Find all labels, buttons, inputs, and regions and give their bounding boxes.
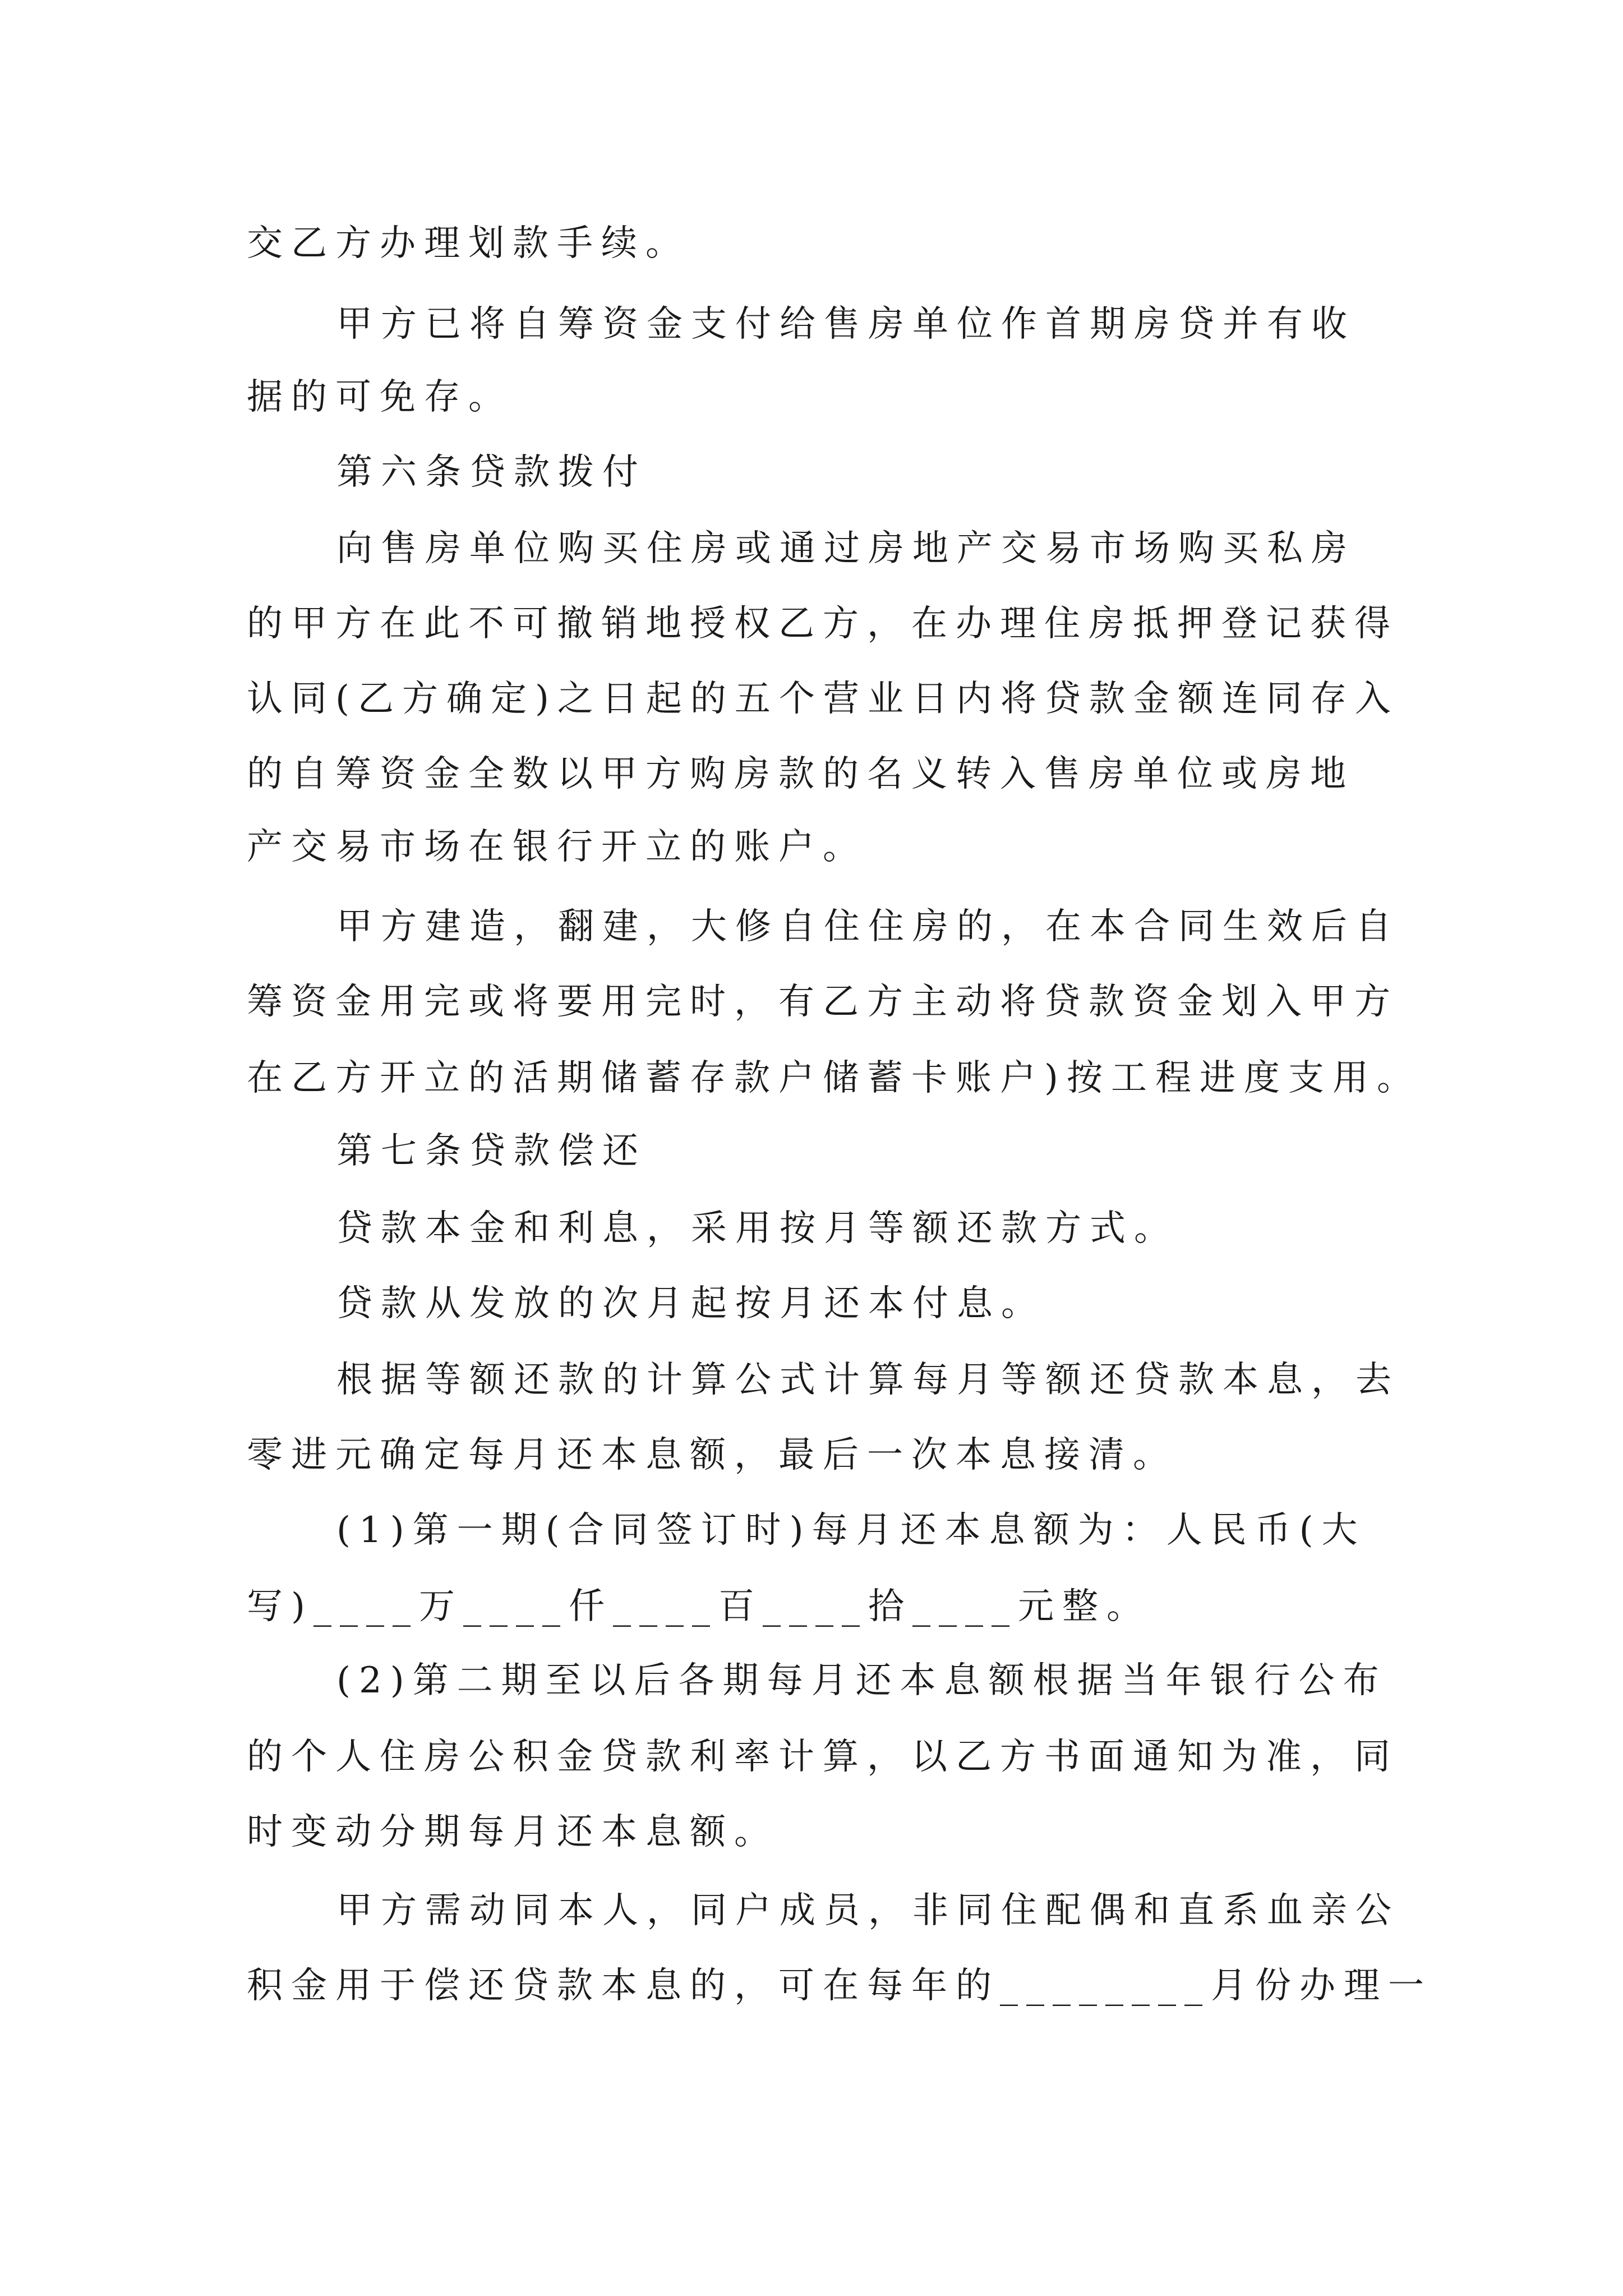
text-line: 认同(乙方确定)之日起的五个营业日内将贷款金额连同存入: [247, 678, 1399, 720]
text-line: 时变动分期每月还本息额。: [247, 1811, 778, 1853]
text-line: 的甲方在此不可撤销地授权乙方，在办理住房抵押登记获得: [247, 603, 1399, 645]
paragraph-line: 甲方已将自筹资金支付给售房单位作首期房贷并有收: [336, 303, 1355, 345]
text-line: 产交易市场在银行开立的账户。: [247, 826, 867, 868]
paragraph-line: 贷款从发放的次月起按月还本付息。: [336, 1283, 1045, 1324]
text-line: 零进元确定每月还本息额，最后一次本息接清。: [247, 1434, 1177, 1476]
paragraph-line: 根据等额还款的计算公式计算每月等额还贷款本息，去: [336, 1359, 1400, 1401]
text-line: 写)____万____仟____百____拾____元整。: [247, 1586, 1151, 1627]
paragraph-line: 甲方需动同本人，同户成员，非同住配偶和直系血亲公: [336, 1890, 1400, 1931]
paragraph-line: (1)第一期(合同签订时)每月还本息额为：人民币(大: [336, 1510, 1366, 1551]
text-line: 交乙方办理划款手续。: [247, 223, 690, 264]
text-line: 积金用于偿还贷款本息的，可在每年的________月份办理一: [247, 1965, 1432, 2007]
paragraph-line: (2)第二期至以后各期每月还本息额根据当年银行公布: [336, 1660, 1387, 1701]
text-line: 在乙方开立的活期储蓄存款户储蓄卡账户)按工程进度支用。: [247, 1057, 1421, 1099]
paragraph-line: 向售房单位购买住房或通过房地产交易市场购买私房: [336, 528, 1355, 569]
section-heading: 第六条贷款拨付: [336, 452, 647, 493]
text-line: 筹资金用完或将要用完时，有乙方主动将贷款资金划入甲方: [247, 981, 1399, 1023]
paragraph-line: 贷款本金和利息，采用按月等额还款方式。: [336, 1208, 1178, 1249]
paragraph-line: 甲方建造，翻建，大修自住住房的，在本合同生效后自: [336, 906, 1400, 947]
text-line: 的个人住房公积金贷款利率计算，以乙方书面通知为准，同: [247, 1736, 1399, 1778]
section-heading: 第七条贷款偿还: [336, 1130, 647, 1172]
text-line: 的自筹资金全数以甲方购房款的名义转入售房单位或房地: [247, 753, 1354, 795]
text-line: 据的可免存。: [247, 376, 513, 418]
